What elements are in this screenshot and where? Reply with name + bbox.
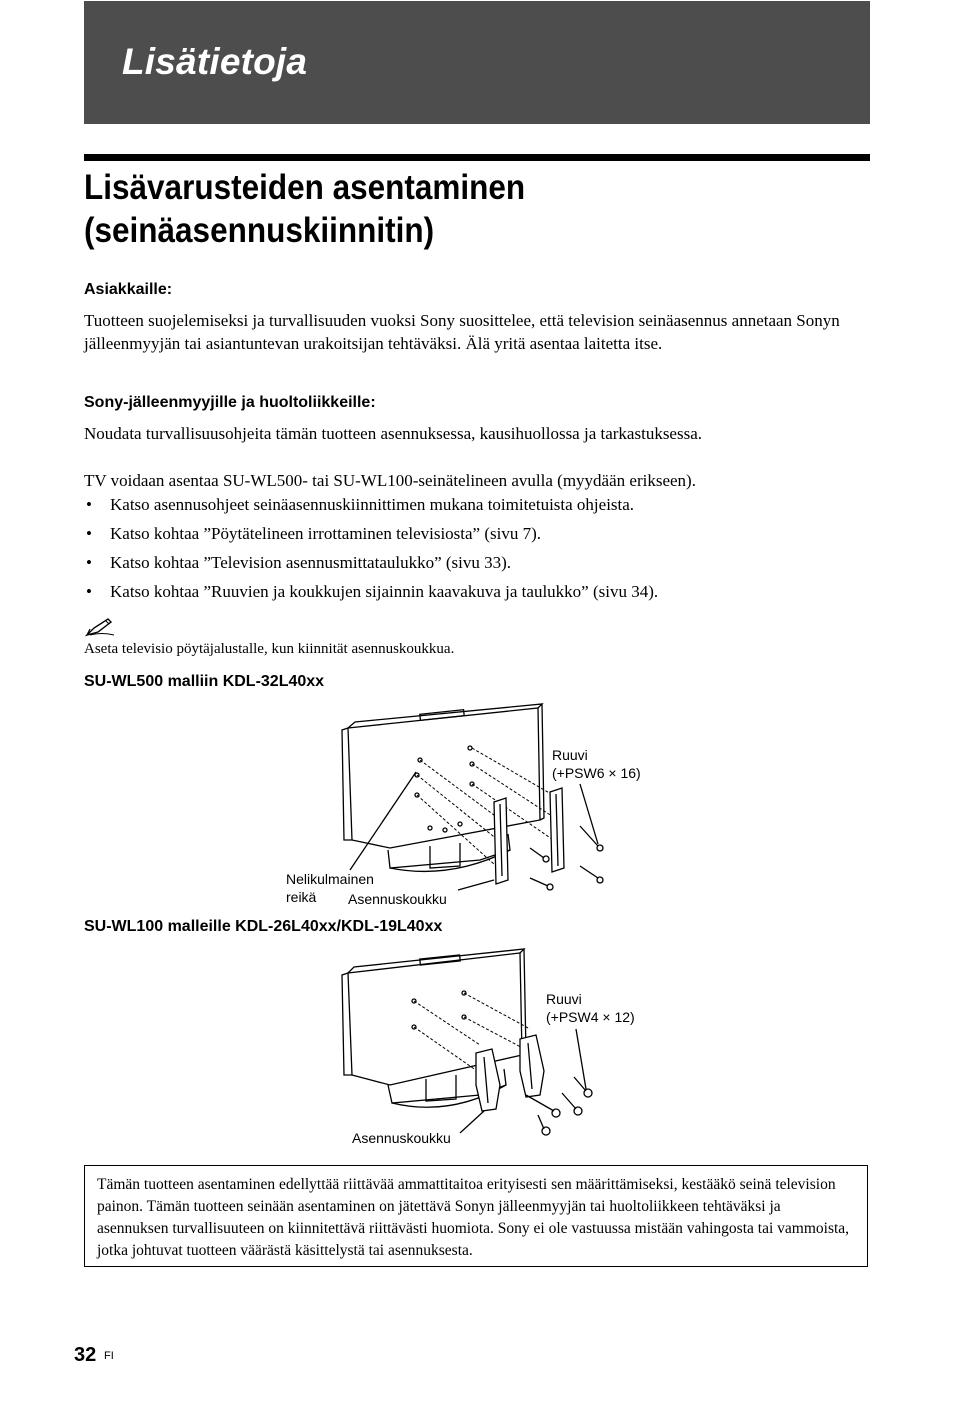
diagram2-screw-label-1: Ruuvi — [546, 991, 582, 1007]
diagram2-heading: SU-WL100 malleille KDL-26L40xx/KDL-19L40xx — [84, 918, 443, 935]
dealers-text: Noudata turvallisuusohjeita tämän tuotteen asennuksessa, kausihuollossa ja tarkastuksessa. — [84, 424, 703, 443]
bullet-marker: • — [86, 582, 92, 601]
page-language: FI — [104, 1350, 114, 1362]
warning-text: Tämän tuotteen asentaminen edellyttää riittävää ammattitaitoa erityisesti sen määrittämiseksi, kestääkö seinä television painon. Tämän tuotteen seinään asentaminen on jätettävä Sonyn jälleenmyyjän tai huoltoliikkeen tehtäväksi ja asennuksen turvallisuuteen on kiinnitettävä riittävästi huomiota. Sony ei ole vastuussa mistään vahingosta tai vammoista, jotka johtuvat tuotteen väärästä käsittelystä tai asennuksesta. — [97, 1176, 850, 1259]
customers-text: Tuotteen suojelemiseksi ja turvallisuuden vuoksi Sony suosittelee, että television seinäasennus annetaan Sonyn jälleenmyyjän tai asiantuntevan urakoitsijan tehtäväksi. Älä yritä asentaa laitetta itse. — [84, 311, 840, 353]
bullet-marker: • — [86, 495, 92, 514]
bullet-marker: • — [86, 524, 92, 543]
diagram1-hole-label-1: Nelikulmainen — [286, 871, 374, 887]
diagram2-hook-label: Asennuskoukku — [352, 1130, 451, 1146]
list-item-text: Katso kohtaa ”Ruuvien ja koukkujen sijainnin kaavakuva ja taulukko” (sivu 34). — [110, 582, 659, 601]
page-title-line-2: (seinäasennuskiinnitin) — [84, 211, 435, 250]
diagram1-screw-label-2: (+PSW6 × 16) — [552, 765, 641, 781]
list-item — [84, 552, 870, 581]
instruction-list — [84, 494, 870, 610]
list-item-text: Katso asennusohjeet seinäasennuskiinnittimen mukana toimitetuista ohjeista. — [110, 495, 635, 514]
customers-heading: Asiakkaille: — [84, 281, 173, 298]
diagram1-hook-label: Asennuskoukku — [348, 891, 447, 907]
list-item — [84, 523, 870, 552]
warning-box — [84, 1165, 868, 1267]
bullet-marker: • — [86, 553, 92, 572]
intro-text: TV voidaan asentaa SU-WL500- tai SU-WL100-seinätelineen avulla (myydään erikseen). — [84, 471, 696, 490]
dealers-heading: Sony-jälleenmyyjille ja huoltoliikkeille: — [84, 394, 376, 411]
title-rule — [84, 154, 870, 161]
diagram1-heading: SU-WL500 malliin KDL-32L40xx — [84, 673, 325, 690]
diagram1-screw-label-1: Ruuvi — [552, 747, 588, 763]
diagram1-hole-label-2: reikä — [286, 889, 317, 905]
list-item — [84, 494, 870, 523]
diagram2-screw-label-2: (+PSW4 × 12) — [546, 1009, 635, 1025]
page-number: 32 — [74, 1344, 97, 1366]
diagram2-illustration — [330, 945, 630, 1145]
section-title: Lisätietoja — [122, 41, 308, 82]
note-text: Aseta televisio pöytäjalustalle, kun kiinnität asennuskoukkua. — [84, 641, 455, 657]
page-title — [84, 166, 791, 252]
list-item-text: Katso kohtaa ”Pöytätelineen irrottaminen televisiosta” (sivu 7). — [110, 524, 542, 543]
list-item — [84, 581, 870, 610]
list-item-text: Katso kohtaa ”Television asennusmittataulukko” (sivu 33). — [110, 553, 512, 572]
section-banner — [84, 1, 870, 124]
pencil-icon — [84, 616, 118, 638]
page-title-line-1: Lisävarusteiden asentaminen — [84, 168, 526, 207]
